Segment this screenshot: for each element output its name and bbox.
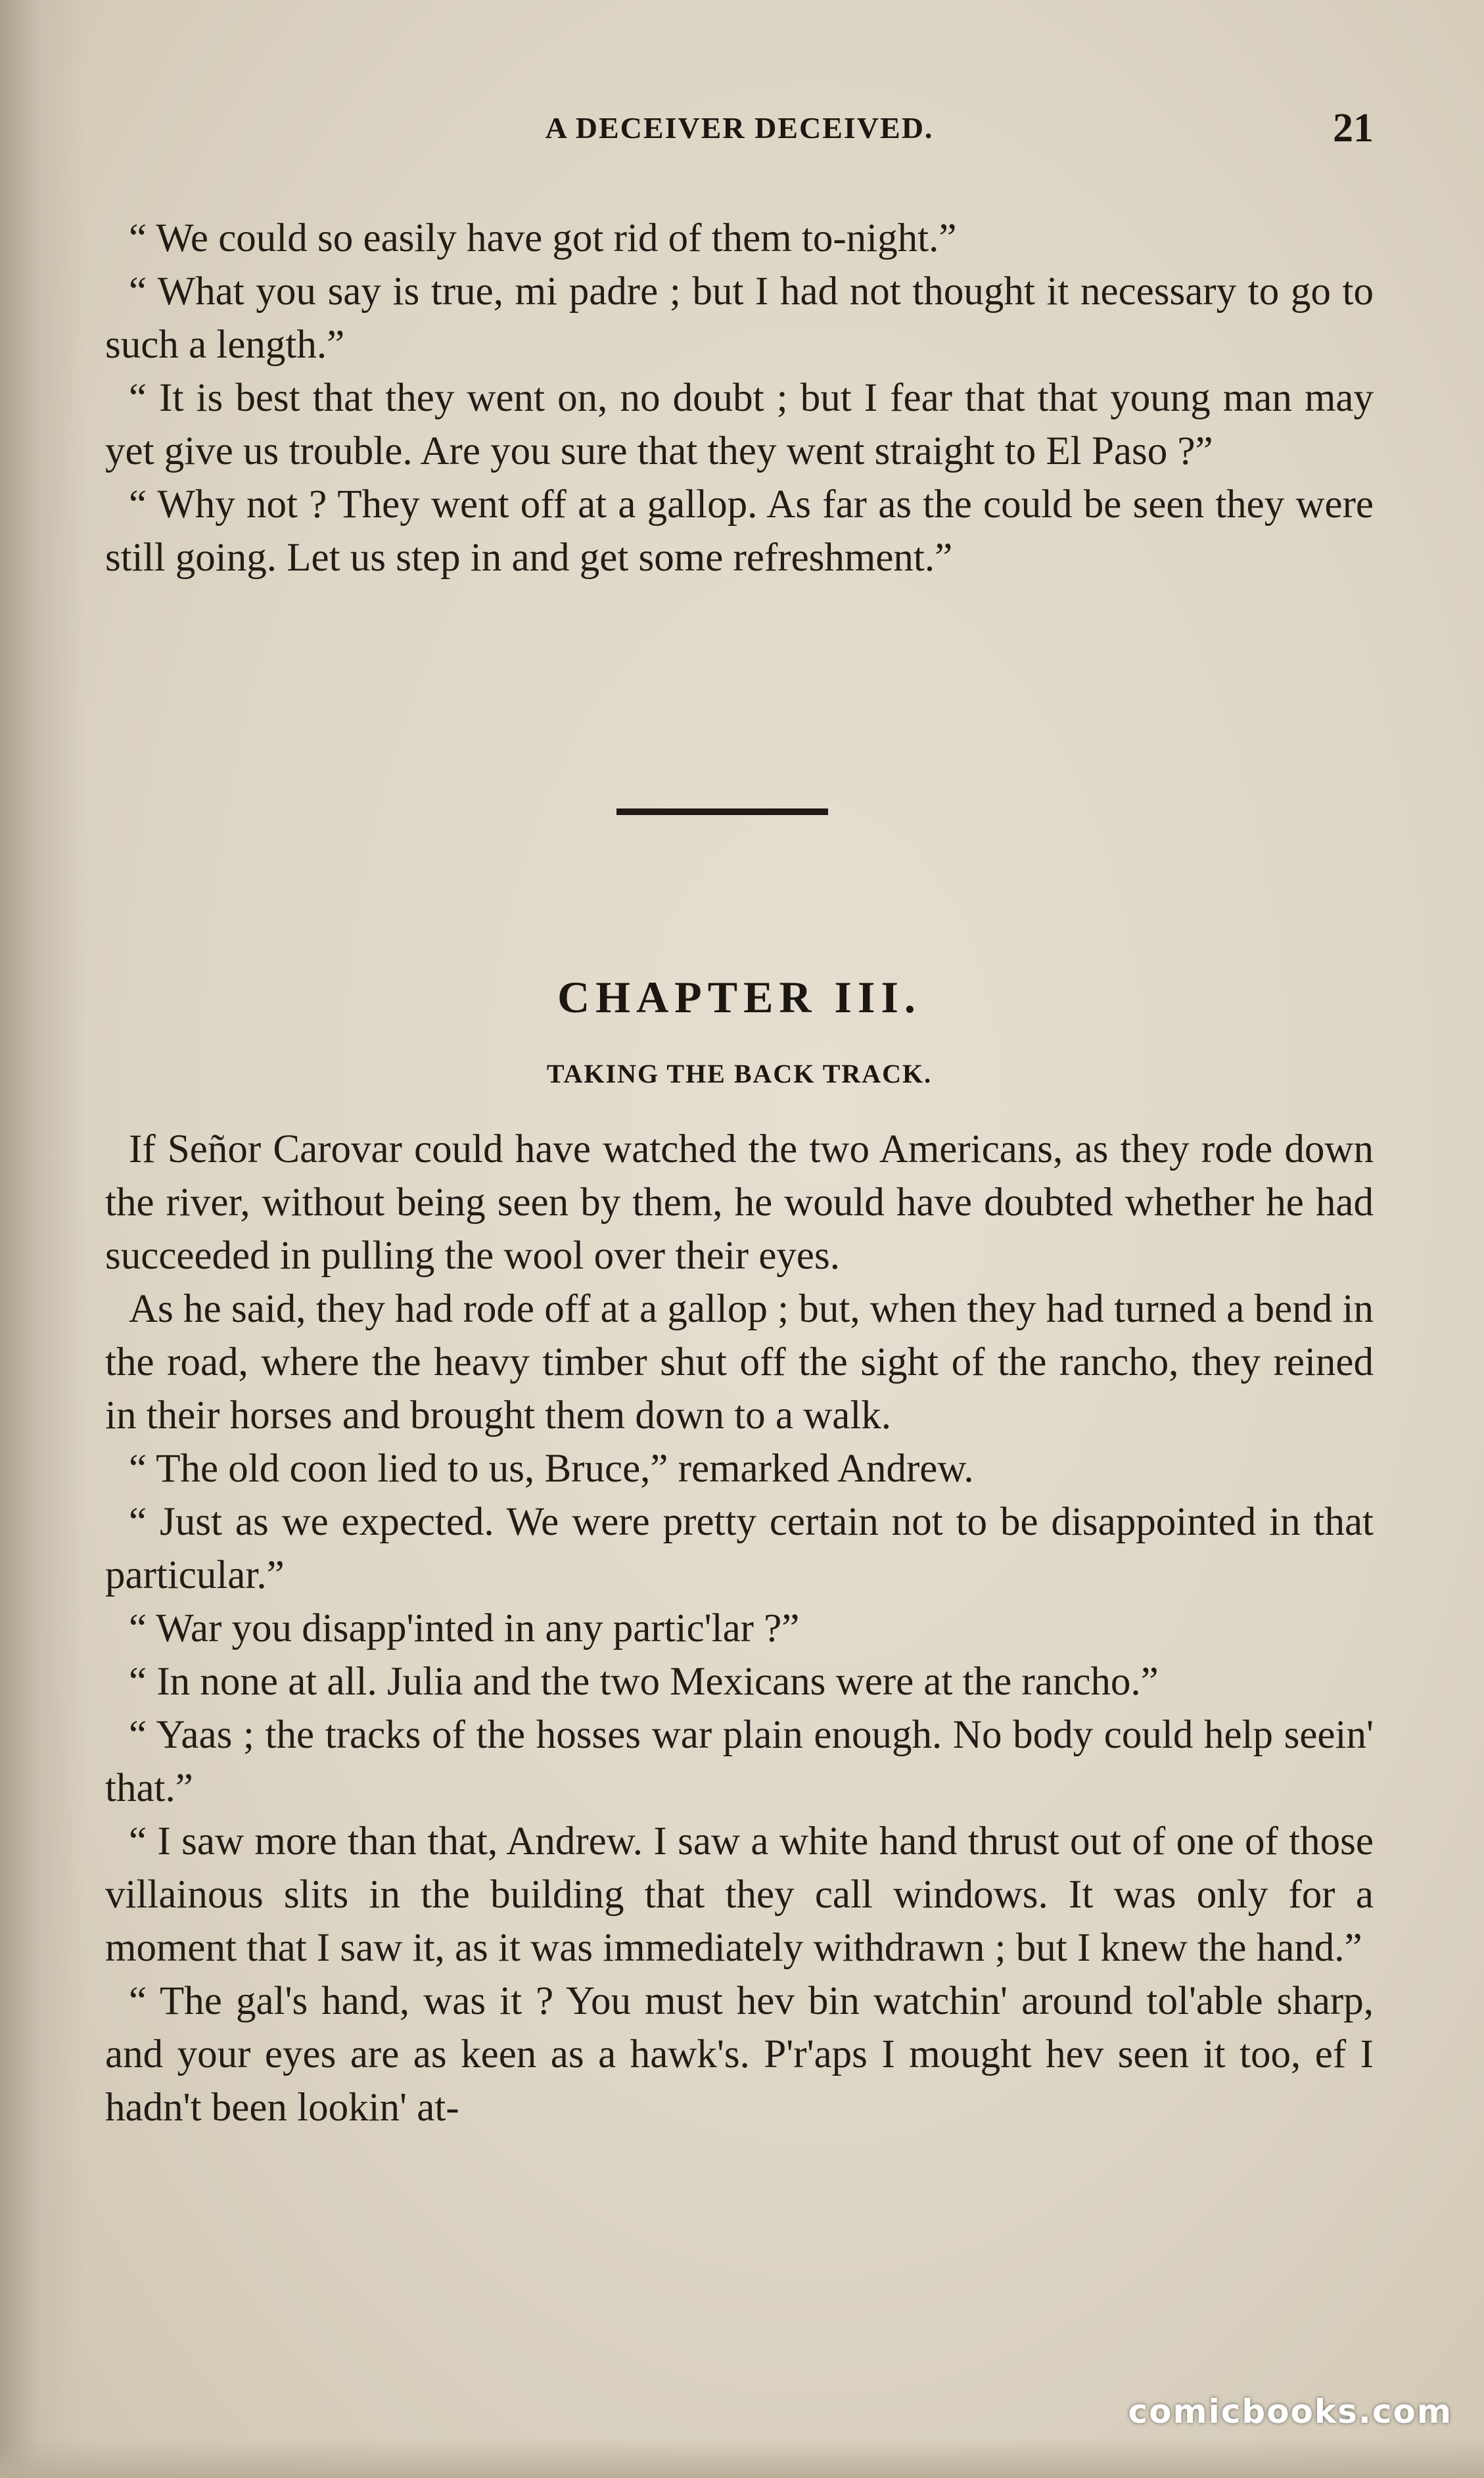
paragraph: “ What you say is true, mi padre ; but I had not thought it necessary to go to such a length.” xyxy=(105,269,1374,367)
top-text-block xyxy=(105,212,1374,584)
paragraph: “ I saw more than that, Andrew. I saw a white hand thrust out of one of those villainous slits in the building that they call windows. It was only for a moment that I saw it, as it was immediately withdrawn ; but I knew the hand.” xyxy=(105,1819,1374,1970)
chapter-heading: CHAPTER III. xyxy=(557,972,921,1022)
paragraph: As he said, they had rode off at a gallop ; but, when they had turned a bend in the road, where the heavy timber shut off the sight of the rancho, they reined in their horses and brought them down to a walk. xyxy=(105,1287,1374,1438)
site-watermark: comicbooks.com xyxy=(1128,2393,1452,2431)
paragraph: “ We could so easily have got rid of them to-night.” xyxy=(129,216,957,260)
page-number: 21 xyxy=(1333,106,1374,151)
paragraph: If Señor Carovar could have watched the two Americans, as they rode down the river, without being seen by them, he would have doubted whether he had succeeded in pulling the wool over their eyes. xyxy=(105,1127,1374,1278)
paragraph: “ In none at all. Julia and the two Mexicans were at the rancho.” xyxy=(129,1660,1159,1704)
paragraph: “ War you disapp'inted in any partic'lar ?” xyxy=(129,1606,800,1650)
running-head xyxy=(105,106,1374,156)
paragraph: “ Why not ? They went off at a gallop. As far as the could be seen they were still going. Let us step in and get some refreshment.” xyxy=(105,482,1374,580)
paragraph: “ Just as we expected. We were pretty certain not to be disappointed in that particular.” xyxy=(105,1500,1374,1597)
section-divider xyxy=(616,808,828,815)
chapter-text-block xyxy=(105,1123,1374,2134)
page-bottom-edge xyxy=(0,2439,1484,2478)
paragraph: “ It is best that they went on, no doubt ; but I fear that that young man may yet give us trouble. Are you sure that they went straight to El Paso ?” xyxy=(105,376,1374,473)
page-gutter-shadow xyxy=(0,0,85,2478)
chapter-subtitle: TAKING THE BACK TRACK. xyxy=(546,1059,933,1088)
paragraph: “ The gal's hand, was it ? You must hev bin watchin' around tol'able sharp, and your eyes are as keen as a hawk's. P'r'aps I mought hev seen it too, ef I hadn't been lookin' at- xyxy=(105,1979,1374,2130)
paragraph: “ The old coon lied to us, Bruce,” remarked Andrew. xyxy=(129,1447,974,1491)
running-title: A DECEIVER DECEIVED. xyxy=(545,111,934,145)
paragraph: “ Yaas ; the tracks of the hosses war plain enough. No body could help seein' that.” xyxy=(105,1713,1374,1810)
